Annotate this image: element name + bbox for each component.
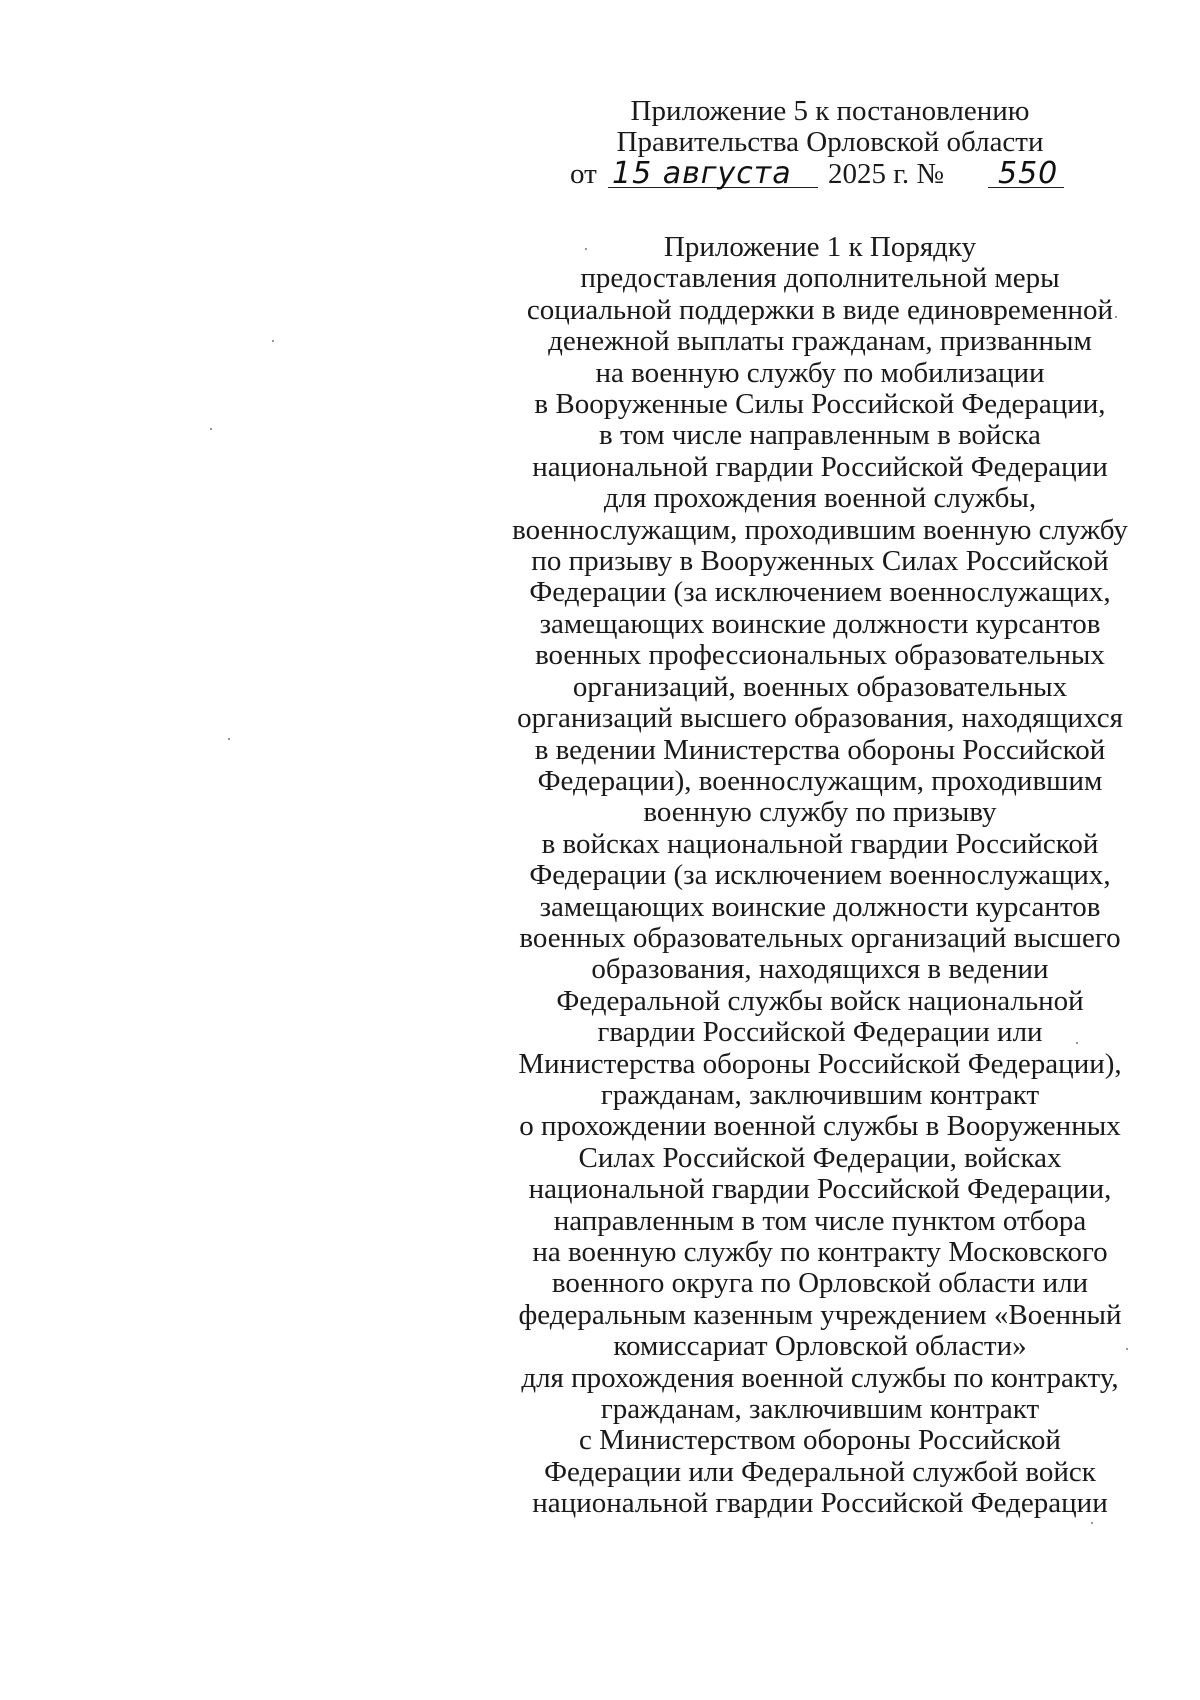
appendix-line: социальной поддержки в виде единовременной [526, 293, 1114, 326]
date-handwritten: 15 августа [612, 156, 792, 192]
scan-speck [1076, 1042, 1078, 1044]
appendix-line: Приложение 1 к Порядку [663, 231, 977, 263]
appendix-line: гражданам, заключившим контракт [600, 1078, 1040, 1111]
appendix-line: военнослужащим, проходившим военную службу [512, 513, 1128, 546]
appendix-line: Силах Российской Федерации, войсках [578, 1141, 1062, 1174]
appendix-block [500, 232, 1140, 1520]
scan-speck [1091, 1522, 1093, 1524]
appendix-line: замещающих воинские должности курсантов [539, 890, 1101, 923]
appendix-line: в том числе направленным в войска [599, 419, 1041, 452]
appendix-line: национальной гвардии Российской Федерации, [528, 1173, 1112, 1206]
appendix-line: национальной гвардии Российской Федерации [532, 450, 1108, 483]
date-line [570, 156, 1090, 193]
appendix-line: гвардии Российской Федерации или [597, 1016, 1043, 1049]
scan-speck [210, 428, 212, 430]
appendix-line: Федеральной службы войск национальной [556, 984, 1084, 1017]
appendix-line: на военную службу по мобилизации [595, 356, 1045, 389]
header-block [570, 96, 1090, 193]
scan-speck [228, 738, 230, 740]
date-field [608, 156, 818, 192]
scan-speck [585, 248, 587, 250]
scan-speck [272, 340, 274, 342]
appendix-line: военных образовательных организаций высшего [519, 921, 1121, 954]
appendix-line: Федерации или Федеральной службой войск [544, 1455, 1096, 1488]
appendix-line: образования, находящихся в ведении [591, 953, 1049, 986]
appendix-line: Министерства обороны Российской Федерации), [518, 1047, 1122, 1080]
appendix-line: для прохождения военной службы, [603, 482, 1037, 515]
appendix-line: с Министерством обороны Российской [579, 1424, 1061, 1457]
appendix-line: о прохождении военной службы в Вооруженных [519, 1110, 1121, 1143]
appendix-line: по призыву в Вооруженных Силах Российской [531, 545, 1109, 578]
appendix-line: в Вооруженные Силы Российской Федерации, [534, 388, 1106, 421]
appendix-line: для прохождения военной службы по контракту, [521, 1361, 1119, 1394]
appendix-line: национальной гвардии Российской Федерации [532, 1487, 1108, 1520]
appendix-line: направленным в том числе пунктом отбора [553, 1204, 1087, 1237]
appendix-line: Федерации (за исключением военнослужащих, [529, 859, 1111, 892]
appendix-line: гражданам, заключившим контракт [600, 1393, 1040, 1426]
appendix-line: федеральным казенным учреждением «Военный [518, 1298, 1122, 1331]
appendix-line: военного округа по Орловской области или [551, 1267, 1089, 1300]
appendix-line: в войсках национальной гвардии Российской [541, 827, 1099, 860]
appendix-line: военных профессиональных образовательных [535, 639, 1105, 672]
appendix-line: денежной выплаты гражданам, призванным [548, 325, 1092, 358]
scan-speck [1115, 316, 1117, 318]
appendix-line: Федерации), военнослужащим, проходившим [537, 764, 1103, 797]
appendix-line: Федерации (за исключением военнослужащих, [529, 576, 1111, 609]
number-handwritten: 550 [998, 156, 1059, 192]
scan-speck [1126, 1348, 1128, 1350]
appendix-line: организаций, военных образовательных [572, 670, 1068, 703]
appendix-line: военную службу по призыву [643, 796, 997, 829]
appendix-line: комиссариат Орловской области» [613, 1330, 1027, 1363]
header-line-1: Приложение 5 к постановлению [630, 95, 1030, 127]
year-text: 2025 г. № [828, 157, 945, 190]
appendix-line: предоставления дополнительной меры [580, 262, 1060, 295]
number-field [988, 156, 1064, 192]
appendix-line: организаций высшего образования, находящихся [517, 702, 1123, 735]
header-line-2: Правительства Орловской области [616, 126, 1044, 159]
date-prefix: от [570, 157, 597, 190]
appendix-line: на военную службу по контракту Московского [532, 1236, 1108, 1268]
appendix-line: в ведении Министерства обороны Российской [534, 733, 1106, 766]
appendix-line: замещающих воинские должности курсантов [539, 607, 1101, 640]
